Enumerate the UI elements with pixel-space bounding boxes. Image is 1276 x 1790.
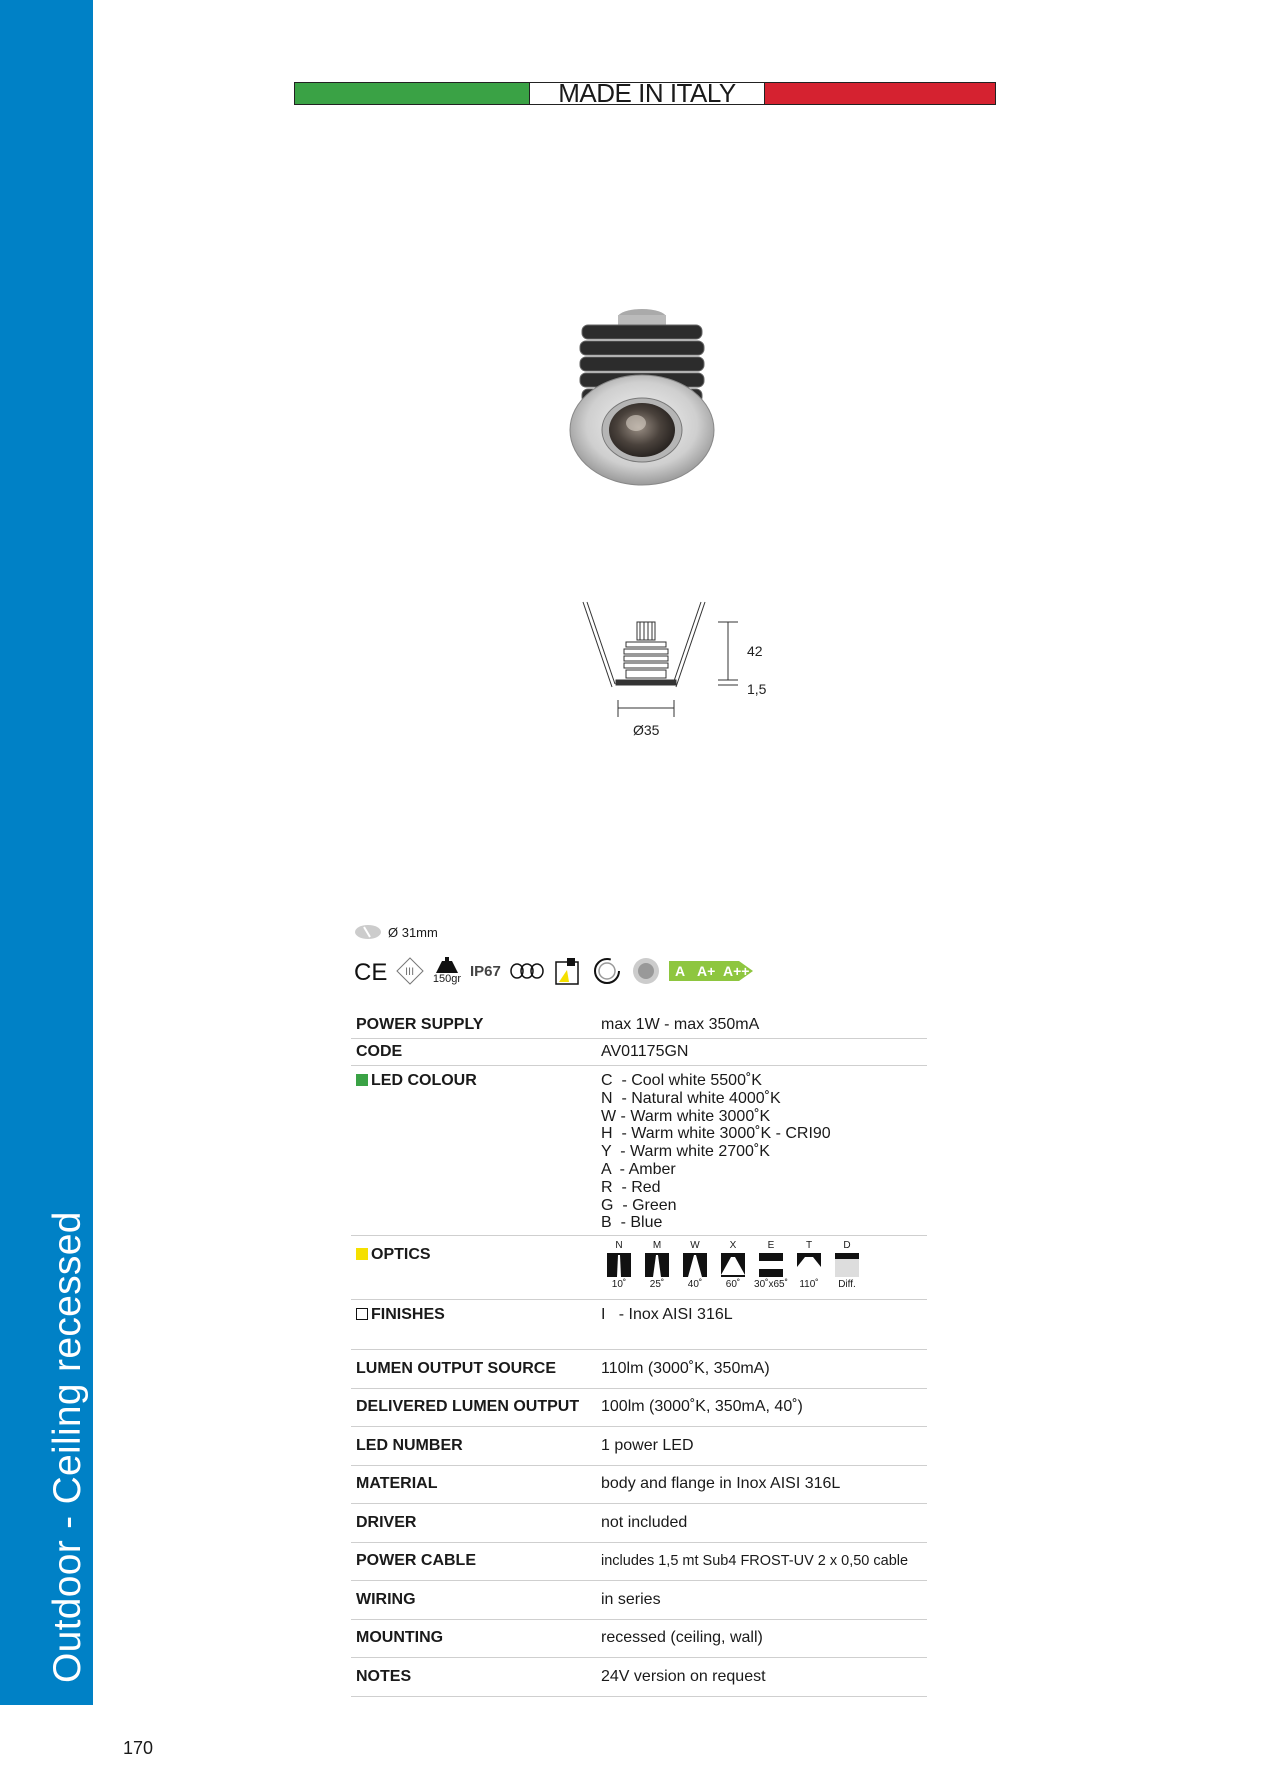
- optic-angle: 60˚: [725, 1279, 741, 1290]
- spec-value: 100lm (3000˚K, 350mA, 40˚): [601, 1398, 803, 1416]
- optic-beam-icon: [607, 1253, 631, 1277]
- led-colour-option: N - Natural white 4000˚K: [601, 1089, 781, 1107]
- energy-class-a: A: [674, 963, 685, 979]
- optic-item: [677, 1240, 713, 1290]
- finishes-swatch-icon: [356, 1308, 368, 1320]
- led-colour-option: A - Amber: [601, 1160, 676, 1178]
- spec-value: 110lm (3000˚K, 350mA): [601, 1359, 770, 1377]
- certification-row: [354, 955, 755, 987]
- class-iii-icon: [396, 957, 424, 985]
- optic-beam-icon: [645, 1253, 669, 1277]
- optic-item: [601, 1240, 637, 1290]
- spec-value: 1 power LED: [601, 1436, 694, 1454]
- led-colour-option: B - Blue: [601, 1214, 663, 1232]
- weight-indicator: [432, 957, 462, 985]
- spec-label-finishes: [351, 1306, 601, 1324]
- spec-label: WIRING: [356, 1590, 416, 1608]
- spec-label: LED COLOUR: [371, 1072, 477, 1089]
- svg-text:CE: CE: [354, 959, 388, 983]
- cut-out-icon: [354, 924, 382, 940]
- optic-angle: Diff.: [838, 1279, 856, 1290]
- optic-beam-icon: [721, 1253, 745, 1277]
- optic-item: [639, 1240, 675, 1290]
- optic-beam-icon: [797, 1253, 821, 1277]
- spec-value: includes 1,5 mt Sub4 FROST-UV 2 x 0,50 cable: [601, 1553, 909, 1570]
- spec-value: not included: [601, 1513, 688, 1531]
- optic-angle: 30˚x65˚: [754, 1279, 788, 1290]
- page-number: 170: [123, 1738, 154, 1758]
- spec-label: MOUNTING: [356, 1629, 444, 1647]
- dimension-diameter: Ø35: [633, 722, 660, 738]
- spec-row-power-supply: [351, 1012, 927, 1039]
- led-colour-list: [601, 1072, 927, 1232]
- spec-row-led-number: [351, 1427, 927, 1466]
- energy-class-a-plus-plus: A++: [722, 963, 750, 979]
- svg-text:III: III: [405, 966, 415, 978]
- sidebar-title: Outdoor - Ceiling recessed: [46, 1211, 89, 1683]
- spec-label: OPTICS: [371, 1246, 431, 1263]
- spec-row-power-cable: [351, 1543, 927, 1582]
- made-in-italy-banner: [294, 82, 996, 105]
- dimension-flange: 1,5: [747, 681, 767, 697]
- spec-value: recessed (ceiling, wall): [601, 1629, 763, 1647]
- cut-out-size: Ø 31mm: [388, 924, 438, 940]
- cut-out-row: [354, 924, 438, 940]
- made-in-italy-label: MADE IN ITALY: [530, 83, 765, 104]
- spec-label-led-colour: [351, 1072, 601, 1090]
- spec-value: max 1W - max 350mA: [601, 1016, 760, 1033]
- optics-list: [601, 1240, 927, 1290]
- led-colour-option: W - Warm white 3000˚K: [601, 1107, 771, 1125]
- optic-code: E: [767, 1240, 775, 1251]
- spec-row-led-colour: [351, 1066, 927, 1236]
- dimension-height: 42: [747, 643, 763, 659]
- spec-table: [351, 1012, 927, 1697]
- spec-value: I - Inox AISI 316L: [601, 1306, 733, 1323]
- product-photo: [560, 305, 725, 495]
- spec-label: DELIVERED LUMEN OUTPUT: [356, 1398, 580, 1416]
- cri-icon: [631, 956, 661, 986]
- optic-item: [829, 1240, 865, 1290]
- ip67-icon: IP67: [470, 962, 501, 980]
- led-colour-option: Y - Warm white 2700˚K: [601, 1143, 770, 1161]
- optic-code: N: [615, 1240, 623, 1251]
- optic-angle: 40˚: [687, 1279, 703, 1290]
- spec-label: FINISHES: [371, 1306, 445, 1323]
- spec-label: LED NUMBER: [356, 1436, 463, 1454]
- spec-label-optics: [351, 1240, 601, 1264]
- led-colour-option: G - Green: [601, 1196, 677, 1214]
- spec-label: POWER CABLE: [356, 1552, 476, 1570]
- optic-beam-icon: [835, 1253, 859, 1277]
- spec-row-delivered-lumen: [351, 1389, 927, 1428]
- optic-beam-icon: [759, 1253, 783, 1277]
- spec-row-finishes: [351, 1300, 927, 1350]
- spec-row-material: [351, 1466, 927, 1505]
- energy-class-a-plus: A+: [696, 963, 716, 979]
- energy-class-icon: [669, 959, 755, 983]
- flag-red-stripe: [765, 83, 995, 104]
- spec-value: 24V version on request: [601, 1667, 766, 1685]
- optic-item: [791, 1240, 827, 1290]
- spec-label: MATERIAL: [356, 1475, 438, 1493]
- optic-angle: 10˚: [611, 1279, 627, 1290]
- led-colour-option: H - Warm white 3000˚K - CRI90: [601, 1125, 831, 1143]
- led-colour-swatch-icon: [356, 1074, 368, 1086]
- optic-beam-icon: [683, 1253, 707, 1277]
- sidebar: [0, 0, 93, 1705]
- optic-code: W: [690, 1240, 700, 1251]
- flag-green-stripe: [295, 83, 530, 104]
- spec-row-lumen-source: [351, 1350, 927, 1389]
- optic-item: [715, 1240, 751, 1290]
- series-wiring-icon: [509, 962, 545, 980]
- weight-icon: [432, 957, 462, 973]
- spec-row-code: [351, 1039, 927, 1066]
- spec-label: LUMEN OUTPUT SOURCE: [356, 1359, 556, 1377]
- adjustable-icon: [553, 956, 583, 986]
- led-colour-option: C - Cool white 5500˚K: [601, 1072, 762, 1089]
- spec-label: DRIVER: [356, 1513, 417, 1531]
- optic-code: M: [652, 1240, 662, 1251]
- ce-mark-icon: [354, 959, 388, 983]
- technical-drawing: [580, 592, 790, 752]
- spec-row-optics: [351, 1236, 927, 1300]
- optic-code: D: [843, 1240, 851, 1251]
- spec-row-notes: [351, 1658, 927, 1697]
- optic-angle: 110˚: [799, 1279, 819, 1290]
- rotation-icon: [591, 955, 623, 987]
- spec-row-driver: [351, 1504, 927, 1543]
- spec-label: CODE: [356, 1043, 403, 1060]
- spec-value: AV01175GN: [601, 1043, 689, 1060]
- weight-value: 150gr: [432, 973, 462, 985]
- spec-row-wiring: [351, 1581, 927, 1620]
- led-colour-option: R - Red: [601, 1178, 661, 1196]
- spec-label: POWER SUPPLY: [356, 1016, 484, 1033]
- spec-label: NOTES: [356, 1667, 412, 1685]
- optic-angle: 25˚: [649, 1279, 665, 1290]
- spec-value: in series: [601, 1590, 661, 1608]
- optic-code: T: [805, 1240, 813, 1251]
- optic-code: X: [729, 1240, 737, 1251]
- spec-row-mounting: [351, 1620, 927, 1659]
- optics-swatch-icon: [356, 1248, 368, 1260]
- spec-value: body and flange in Inox AISI 316L: [601, 1475, 841, 1493]
- optic-item: [753, 1240, 789, 1290]
